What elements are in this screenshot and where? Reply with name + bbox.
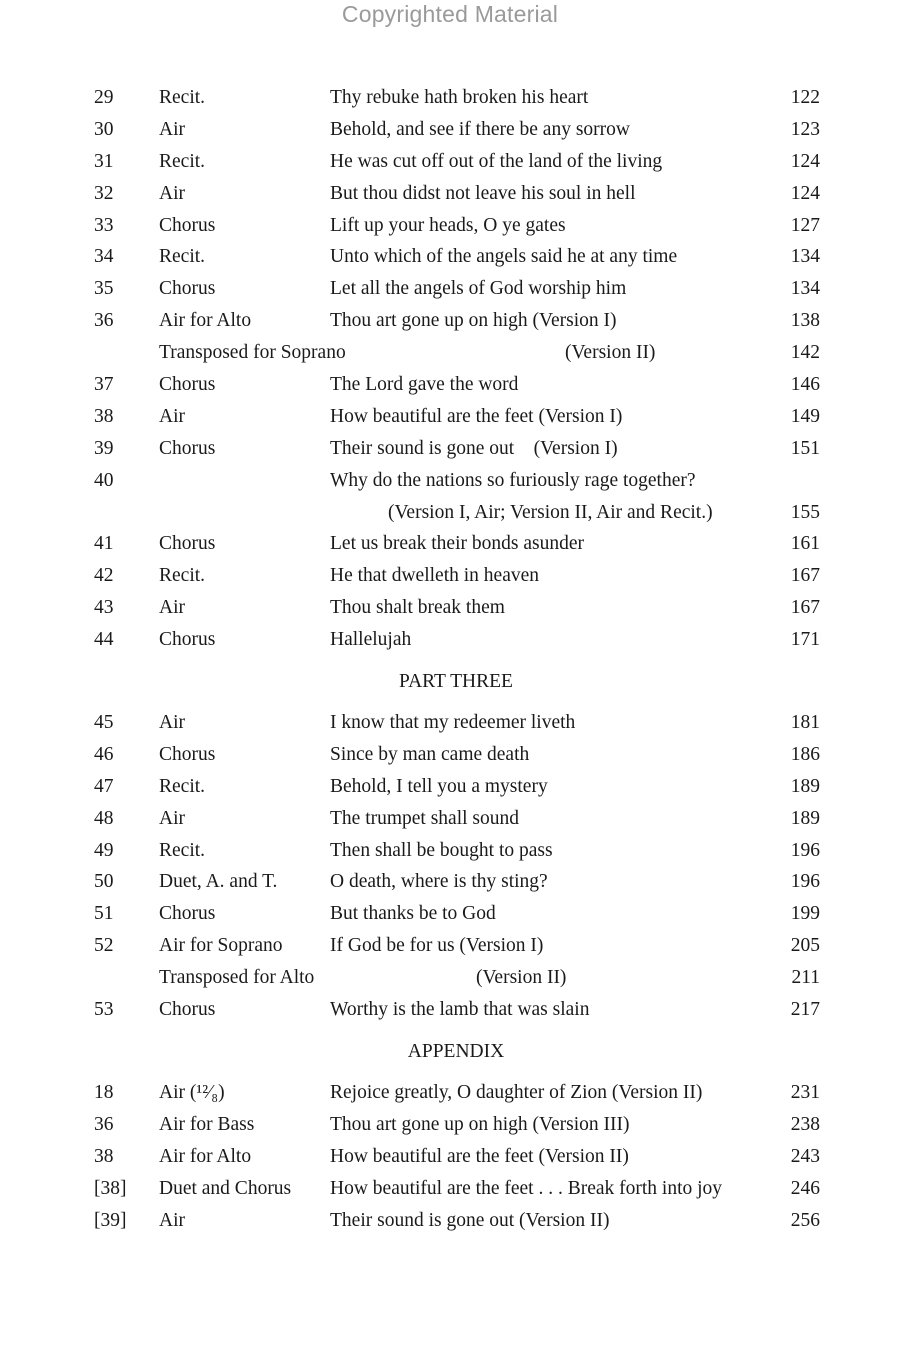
- movement-type: Air: [159, 118, 185, 140]
- movement-type: Air: [159, 597, 185, 619]
- toc-row: [0, 273, 900, 305]
- movement-number: 43: [94, 597, 114, 619]
- page-number: 211: [791, 967, 820, 989]
- movement-type: Air for Alto: [159, 310, 252, 332]
- page-number: 124: [790, 182, 820, 204]
- movement-type: Chorus: [159, 743, 216, 765]
- movement-type: Chorus: [159, 374, 216, 396]
- movement-number: 30: [94, 118, 114, 140]
- toc-row: [0, 624, 900, 656]
- movement-number: 44: [94, 629, 114, 651]
- movement-title: Rejoice greatly, O daughter of Zion (Version II): [330, 1081, 703, 1103]
- movement-title: He was cut off out of the land of the living: [330, 150, 663, 172]
- movement-number: 40: [94, 469, 114, 491]
- toc-row: [0, 771, 900, 803]
- movement-number: 51: [94, 903, 114, 925]
- toc-row: [0, 1109, 900, 1141]
- movement-number: 31: [94, 150, 114, 172]
- movement-type: Chorus: [159, 999, 216, 1021]
- movement-title: Unto which of the angels said he at any time: [330, 246, 678, 268]
- toc-row: [0, 146, 900, 178]
- movement-title: He that dwelleth in heaven: [330, 565, 540, 587]
- movement-number: 49: [94, 839, 114, 861]
- page-number: 189: [790, 807, 820, 829]
- movement-type: Duet and Chorus: [159, 1177, 292, 1199]
- toc-row: [0, 1173, 900, 1205]
- movement-number: 37: [94, 374, 114, 396]
- movement-number: 32: [94, 182, 114, 204]
- toc-row: [0, 178, 900, 210]
- section-heading-text: APPENDIX: [407, 1040, 505, 1062]
- section-heading-part-three: [0, 656, 900, 707]
- page-number: 205: [790, 935, 820, 957]
- movement-number: 29: [94, 87, 114, 108]
- toc-row: [0, 369, 900, 401]
- movement-number: 34: [94, 246, 114, 268]
- movement-title: Their sound is gone out (Version I): [330, 437, 618, 459]
- movement-type: Recit.: [159, 150, 206, 172]
- toc-row: [0, 1205, 900, 1237]
- page-number: 123: [790, 118, 820, 140]
- toc-row: [0, 401, 900, 433]
- page-number: 142: [790, 342, 820, 364]
- movement-title: Then shall be bought to pass: [330, 839, 553, 861]
- movement-title: The trumpet shall sound: [330, 807, 520, 829]
- section-heading-text: PART THREE: [399, 671, 513, 693]
- page-number: 122: [790, 87, 820, 108]
- movement-number: 46: [94, 743, 114, 765]
- movement-title: How beautiful are the feet (Version I): [330, 405, 623, 427]
- movement-type: Chorus: [159, 629, 216, 651]
- movement-type: Air for Alto: [159, 1145, 252, 1167]
- toc-row: [0, 528, 900, 560]
- page-number: 256: [790, 1209, 820, 1231]
- movement-type: Recit.: [159, 775, 206, 797]
- toc-row: [0, 210, 900, 242]
- movement-title: Let all the angels of God worship him: [330, 278, 627, 300]
- toc-row-transposed: [0, 962, 900, 994]
- movement-title: Thou art gone up on high (Version I): [330, 310, 617, 332]
- movement-number: 47: [94, 775, 114, 797]
- page-number: 151: [790, 437, 820, 459]
- table-of-contents: [0, 82, 900, 1236]
- page-number: 155: [790, 501, 820, 523]
- movement-number: 52: [94, 935, 114, 957]
- toc-row: [0, 707, 900, 739]
- page-number: 134: [790, 246, 820, 268]
- movement-type: Chorus: [159, 533, 216, 555]
- movement-type: Chorus: [159, 437, 216, 459]
- toc-row: [0, 1141, 900, 1173]
- movement-title: Hallelujah: [330, 629, 412, 651]
- movement-type: Transposed for Alto: [159, 967, 315, 989]
- toc-row: [0, 866, 900, 898]
- page-number: 138: [790, 310, 820, 332]
- movement-title: Thou art gone up on high (Version III): [330, 1113, 630, 1135]
- movement-number: 53: [94, 999, 114, 1021]
- movement-number: [38]: [94, 1177, 127, 1199]
- movement-type: Air (¹²⁄₈): [159, 1081, 225, 1103]
- page-number: 246: [790, 1177, 820, 1199]
- toc-row: [0, 592, 900, 624]
- page-number: 167: [790, 597, 820, 619]
- movement-subtitle: (Version I, Air; Version II, Air and Recit.): [388, 501, 713, 523]
- movement-number: 33: [94, 214, 114, 236]
- page-number: 217: [790, 999, 820, 1021]
- movement-title: (Version II): [476, 967, 567, 989]
- page-number: 127: [790, 214, 820, 236]
- movement-type: Air: [159, 807, 185, 829]
- page-number: 196: [790, 871, 820, 893]
- movement-type: Air: [159, 405, 185, 427]
- movement-number: 36: [94, 1113, 114, 1135]
- movement-number: 35: [94, 278, 114, 300]
- page-number: 186: [790, 743, 820, 765]
- toc-row: [0, 835, 900, 867]
- toc-row: [0, 560, 900, 592]
- movement-title: O death, where is thy sting?: [330, 871, 548, 893]
- movement-title: But thanks be to God: [330, 903, 496, 925]
- movement-type: Transposed for Soprano: [159, 342, 346, 364]
- movement-type: Air for Bass: [159, 1113, 255, 1135]
- page-number: 196: [790, 839, 820, 861]
- toc-row: [0, 241, 900, 273]
- movement-number: 50: [94, 871, 114, 893]
- toc-row: [0, 82, 900, 114]
- movement-title: How beautiful are the feet . . . Break forth into joy: [330, 1177, 723, 1199]
- movement-title: But thou didst not leave his soul in hell: [330, 182, 636, 204]
- movement-title: Their sound is gone out (Version II): [330, 1209, 610, 1231]
- toc-row: [0, 305, 900, 337]
- page-number: 243: [790, 1145, 820, 1167]
- toc-row: [0, 114, 900, 146]
- movement-number: 38: [94, 1145, 114, 1167]
- toc-row: [0, 803, 900, 835]
- movement-title: Worthy is the lamb that was slain: [330, 999, 590, 1021]
- page-number: 199: [790, 903, 820, 925]
- movement-title: Lift up your heads, O ye gates: [330, 214, 566, 236]
- section-heading-appendix: [0, 1026, 900, 1077]
- movement-type: Air: [159, 182, 185, 204]
- page-number: 149: [790, 405, 820, 427]
- copyright-watermark: Copyrighted Material: [341, 1, 559, 27]
- movement-number: 18: [94, 1081, 114, 1103]
- movement-type: Recit.: [159, 87, 206, 108]
- page-number: 171: [790, 629, 820, 651]
- toc-row: [0, 433, 900, 465]
- movement-number: 48: [94, 807, 114, 829]
- toc-row: [0, 930, 900, 962]
- page-number: 181: [790, 712, 820, 734]
- movement-type: Recit.: [159, 246, 206, 268]
- movement-title: I know that my redeemer liveth: [330, 712, 576, 734]
- movement-title: The Lord gave the word: [330, 374, 519, 396]
- page-number: 146: [790, 374, 820, 396]
- movement-title: Behold, I tell you a mystery: [330, 775, 548, 797]
- movement-title: (Version II): [565, 342, 656, 364]
- movement-title: Thou shalt break them: [330, 597, 505, 619]
- page-number: 189: [790, 775, 820, 797]
- movement-number: [39]: [94, 1209, 127, 1231]
- movement-title: If God be for us (Version I): [330, 935, 544, 957]
- movement-number: 36: [94, 310, 114, 332]
- page-number: 134: [790, 278, 820, 300]
- movement-type: Air: [159, 1209, 185, 1231]
- movement-title: Behold, and see if there be any sorrow: [330, 118, 630, 140]
- movement-number: 42: [94, 565, 114, 587]
- page-number: 231: [790, 1081, 820, 1103]
- movement-type: Chorus: [159, 214, 216, 236]
- toc-row-continuation: [0, 497, 900, 529]
- movement-type: Air: [159, 712, 185, 734]
- movement-title: Let us break their bonds asunder: [330, 533, 584, 555]
- movement-title: Thy rebuke hath broken his heart: [330, 87, 589, 108]
- movement-type: Recit.: [159, 839, 206, 861]
- movement-number: 38: [94, 405, 114, 427]
- page-number: 167: [790, 565, 820, 587]
- movement-type: Chorus: [159, 278, 216, 300]
- movement-number: 45: [94, 712, 114, 734]
- toc-row: [0, 994, 900, 1026]
- toc-row: [0, 739, 900, 771]
- toc-row-transposed: [0, 337, 900, 369]
- movement-number: 41: [94, 533, 114, 555]
- toc-row: [0, 898, 900, 930]
- movement-type: Air for Soprano: [159, 935, 283, 957]
- movement-type: Recit.: [159, 565, 206, 587]
- movement-title: How beautiful are the feet (Version II): [330, 1145, 629, 1167]
- toc-row: [0, 1077, 900, 1109]
- movement-title: Why do the nations so furiously rage together?: [330, 469, 696, 491]
- toc-row: [0, 465, 900, 497]
- page-number: 238: [790, 1113, 820, 1135]
- movement-type: Chorus: [159, 903, 216, 925]
- page-number: 161: [790, 533, 820, 555]
- page-number: 124: [790, 150, 820, 172]
- movement-title: Since by man came death: [330, 743, 530, 765]
- movement-number: 39: [94, 437, 114, 459]
- movement-type: Duet, A. and T.: [159, 871, 278, 893]
